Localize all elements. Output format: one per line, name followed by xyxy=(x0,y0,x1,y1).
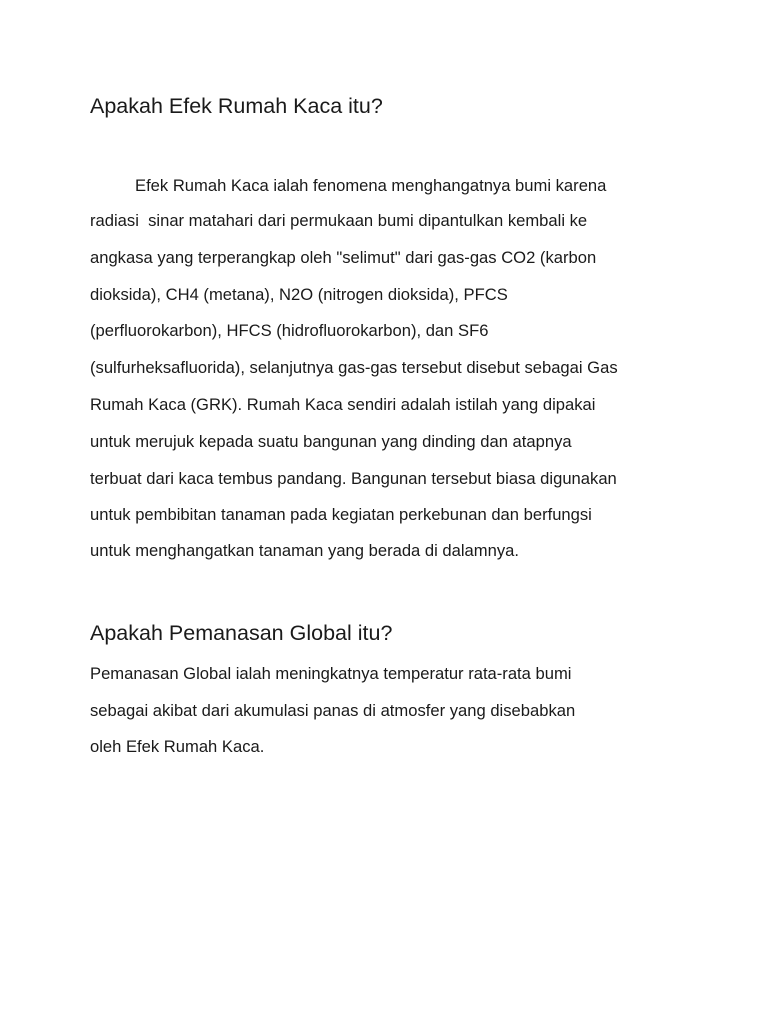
paragraph-line: angkasa yang terperangkap oleh "selimut" dari gas-gas CO2 (karbon xyxy=(90,248,597,267)
paragraph-line: untuk menghangatkan tanaman yang berada di dalamnya. xyxy=(90,541,519,560)
paragraph-line: untuk pembibitan tanaman pada kegiatan perkebunan dan berfungsi xyxy=(90,505,592,524)
paragraph-line: dioksida), CH4 (metana), N2O (nitrogen dioksida), PFCS xyxy=(90,285,508,304)
paragraph-line: radiasi sinar matahari dari permukaan bumi dipantulkan kembali ke xyxy=(90,211,588,230)
paragraph-line: untuk merujuk kepada suatu bangunan yang dinding dan atapnya xyxy=(90,432,572,451)
paragraph-line: terbuat dari kaca tembus pandang. Bangunan tersebut biasa digunakan xyxy=(90,469,617,488)
paragraph-line: sebagai akibat dari akumulasi panas di atmosfer yang disebabkan xyxy=(90,701,576,720)
paragraph-line: (perfluorokarbon), HFCS (hidrofluorokarbon), dan SF6 xyxy=(90,321,489,340)
paragraph-line: (sulfurheksafluorida), selanjutnya gas-gas tersebut disebut sebagai Gas xyxy=(90,358,618,377)
paragraph-line: Efek Rumah Kaca ialah fenomena menghangatnya bumi karena xyxy=(135,176,607,195)
section-heading-efek-rumah-kaca: Apakah Efek Rumah Kaca itu? xyxy=(90,94,383,118)
section-heading-pemanasan-global: Apakah Pemanasan Global itu? xyxy=(90,621,393,645)
paragraph-line: Rumah Kaca (GRK). Rumah Kaca sendiri adalah istilah yang dipakai xyxy=(90,395,596,414)
paragraph-line: oleh Efek Rumah Kaca. xyxy=(90,737,265,756)
paragraph-line: Pemanasan Global ialah meningkatnya temperatur rata-rata bumi xyxy=(90,664,572,683)
